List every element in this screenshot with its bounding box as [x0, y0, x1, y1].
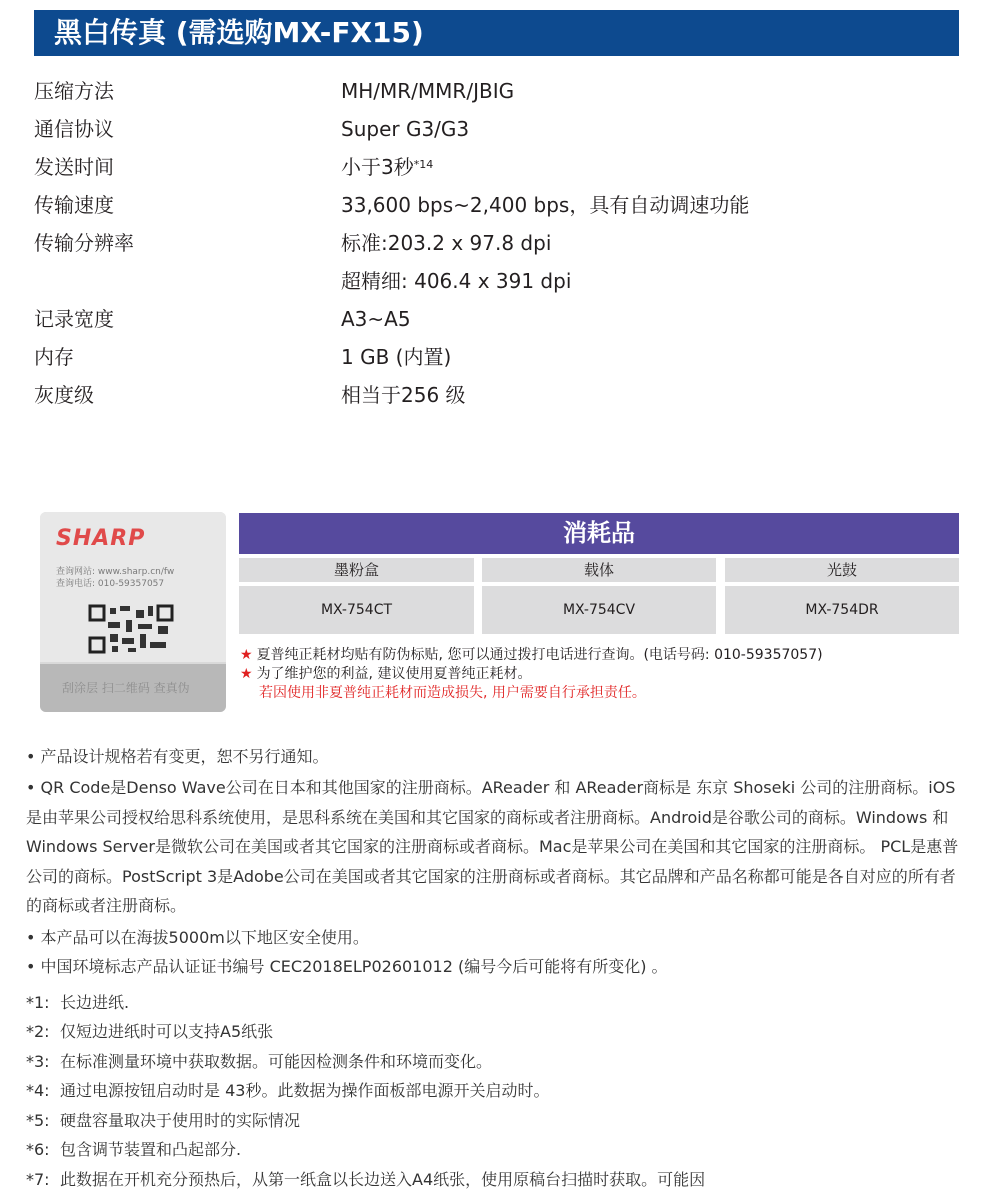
footnote-item: [26, 1021, 273, 1043]
footnote-number: *5:: [26, 1111, 50, 1130]
spec-label: 记录宽度: [34, 307, 114, 331]
footnote-item: [26, 1080, 549, 1102]
spec-value: 33,600 bps~2,400 bps，具有自动调速功能: [341, 193, 750, 217]
model-number: MX-754DR: [805, 602, 879, 618]
consumables-cell: [482, 586, 716, 634]
footnote-number: *7:: [26, 1170, 50, 1189]
trademark-note: • QR Code是Denso Wave公司在日本和其他国家的注册商标。AReader 和 AReader商标是 东京 Shoseki 公司的注册商标。iOS 是由苹果公司授权给思科系统使用，是思科系统在美国和其它国家的商标或者注册商标。Android是谷歌公司的商标。Windows 和Windows Server是微软公司在美国或者其它国家的注册商标或者商标。Mac是苹果公司在美国和其它国家的注册商标。 PCL是惠普公司的商标。PostScript 3是Adobe公司在美国或者其它国家的注册商标或者商标。其它品牌和产品名称都可能是各自对应的所有者的商标或者注册商标。: [26, 778, 959, 915]
spec-value: 相当于256 级: [341, 383, 466, 407]
footnote-number: *2:: [26, 1022, 50, 1041]
footnote-item: [26, 1110, 300, 1132]
footnote-text: 通过电源按钮启动时是 43秒。此数据为操作面板部电源开关启动时。: [60, 1081, 550, 1100]
notice-text: 为了维护您的利益, 建议使用夏普纯正耗材。: [256, 666, 532, 682]
spec-row: [34, 72, 934, 110]
spec-value: 1 GB (内置): [341, 345, 452, 369]
footnote-number: *3:: [26, 1052, 50, 1071]
consumables-cell: [725, 586, 959, 634]
section-title: 黑白传真 (需选购MX-FX15): [54, 16, 424, 49]
notice-line: [240, 646, 823, 664]
spec-value: MH/MR/MMR/JBIG: [341, 79, 515, 103]
label-info: [56, 566, 174, 590]
spec-row: [34, 110, 934, 148]
footnote-text: 在标准测量环境中获取数据。可能因检测条件和环境而变化。: [60, 1052, 493, 1071]
spec-value: Super G3/G3: [341, 117, 470, 141]
spec-value: A3~A5: [341, 307, 411, 331]
spec-row: [34, 224, 934, 262]
model-number: MX-754CT: [320, 602, 393, 618]
scratch-area: [40, 664, 226, 712]
warning-line: 若因使用非夏普纯正耗材而造成损失, 用户需要自行承担责任。: [259, 685, 646, 701]
spec-value: [341, 154, 433, 180]
footnote-item: [26, 1051, 492, 1073]
label-phone: 查询电话: 010-59357057: [56, 579, 165, 589]
footnote-item: [26, 1139, 241, 1161]
spec-row: [34, 262, 934, 300]
scratch-text: 刮涂层 扫二维码 查真伪: [62, 681, 190, 695]
note-bullet: • 中国环境标志产品认证证书编号 CEC2018ELP02601012 (编号今后可能将有所变化) 。: [26, 957, 668, 976]
col-header-label: 墨粉盒: [333, 561, 379, 579]
spec-label: 发送时间: [34, 155, 114, 179]
spec-row: [34, 300, 934, 338]
model-number: MX-754CV: [562, 602, 636, 618]
sharp-logo: SHARP: [56, 526, 146, 551]
consumables-title: 消耗品: [563, 519, 635, 547]
footnote-item: [26, 992, 129, 1014]
footnote-number: *1:: [26, 993, 50, 1012]
star-icon: ★: [240, 647, 253, 663]
col-header-label: 光鼓: [826, 561, 857, 579]
consumables-col-header: [482, 558, 716, 582]
consumables-header: [239, 513, 959, 554]
note-bullet: • 本产品可以在海拔5000m以下地区安全使用。: [26, 928, 369, 947]
spec-value: 标准:203.2 x 97.8 dpi: [341, 231, 552, 255]
label-site: 查询网站: www.sharp.cn/fw: [56, 567, 175, 577]
star-icon: ★: [240, 666, 253, 682]
footnote-item: [26, 1169, 705, 1191]
footnote-number: *4:: [26, 1081, 50, 1100]
section-header: [34, 10, 959, 56]
note-bullet: • 产品设计规格若有变更，恕不另行通知。: [26, 747, 329, 766]
spec-label: 内存: [34, 345, 74, 369]
consumables-col-header: [239, 558, 474, 582]
qr-code-icon: [88, 604, 174, 654]
spec-label: 灰度级: [34, 383, 94, 407]
consumables-col-header: [725, 558, 959, 582]
footnote-text: 硬盘容量取决于使用时的实际情况: [60, 1111, 301, 1130]
spec-row: [34, 148, 934, 186]
notice-line: [240, 665, 531, 683]
footnote-text: 长边进纸.: [60, 993, 130, 1012]
spec-label: 压缩方法: [34, 79, 114, 103]
consumables-cell: [239, 586, 474, 634]
spec-row: [34, 376, 934, 414]
spec-table: [34, 72, 934, 414]
col-header-label: 载体: [583, 561, 614, 579]
footnote-text: 仅短边进纸时可以支持A5纸张: [60, 1022, 274, 1041]
footnote-number: *6:: [26, 1140, 50, 1159]
spec-label: 传输分辨率: [34, 231, 134, 255]
footnote-text: 包含调节装置和凸起部分.: [60, 1140, 242, 1159]
spec-row: [34, 186, 934, 224]
notice-text: 夏普纯正耗材均贴有防伪标贴, 您可以通过拨打电话进行查询。(电话号码: 010-59357057): [256, 647, 823, 663]
spec-row: [34, 338, 934, 376]
spec-value: 超精细: 406.4 x 391 dpi: [341, 269, 572, 293]
spec-value-text: 小于3秒: [341, 155, 414, 179]
anti-counterfeit-label-image: [40, 512, 226, 712]
footnote-text: 此数据在开机充分预热后，从第一纸盒以长边送入A4纸张，使用原稿台扫描时获取。可能因: [60, 1170, 706, 1189]
spec-label: 传输速度: [34, 193, 114, 217]
spec-footnote-ref: *14: [413, 158, 434, 171]
spec-label: 通信协议: [34, 117, 114, 141]
